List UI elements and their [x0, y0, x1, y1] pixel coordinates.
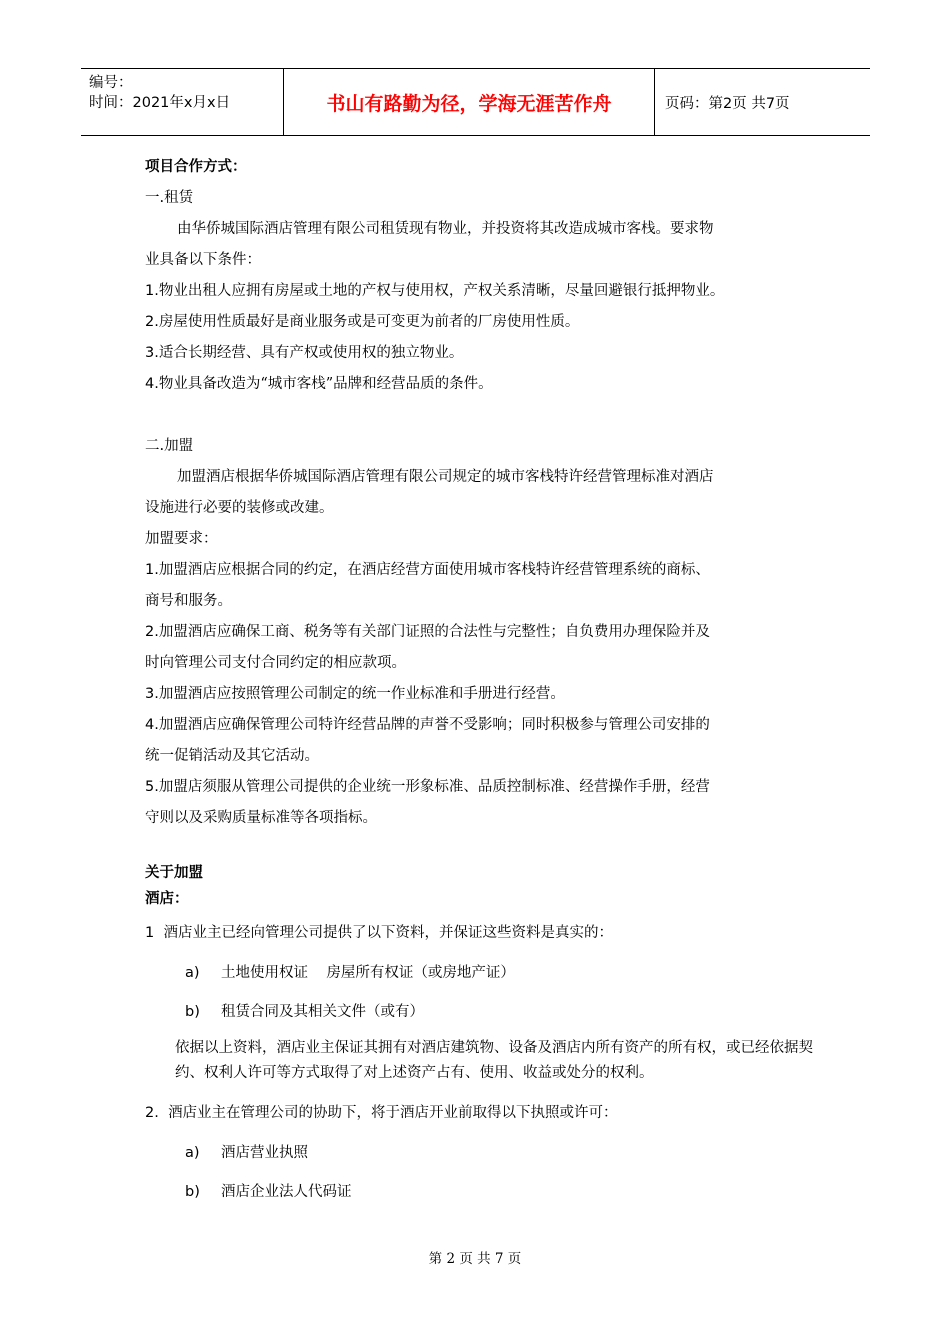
lease-intro-line2: 业具备以下条件：: [145, 252, 261, 268]
header-motto: 书山有路勤为径，学海无涯苦作舟: [283, 69, 655, 135]
lease-intro-line1: 由华侨城国际酒店管理有限公司租赁现有物业，并投资将其改造成城市客栈。要求物: [177, 221, 714, 237]
item-number: 4.: [145, 376, 159, 392]
item-text: 加盟酒店应确保管理公司特许经营品牌的声誉不受影响；同时积极参与管理公司安排的: [158, 717, 710, 733]
point2-sub-a: [145, 1134, 825, 1173]
item-number: 3.: [145, 686, 159, 702]
item-number: 5.: [145, 779, 159, 795]
franchise-item-1: [145, 555, 825, 586]
spacer: [145, 834, 825, 860]
franchise-item-1-cont: 商号和服务。: [145, 593, 232, 609]
point-text: 酒店业主在管理公司的协助下，将于酒店开业前取得以下执照或许可：: [168, 1105, 618, 1121]
sub-label: b): [185, 1184, 200, 1200]
franchise-intro-line1: 加盟酒店根据华侨城国际酒店管理有限公司规定的城市客栈特许经营管理标准对酒店: [177, 469, 714, 485]
sub-label: a): [185, 965, 200, 981]
franchise-heading: 二.加盟: [145, 438, 194, 454]
header-left-cell: [81, 69, 283, 135]
franchise-item-2-cont: 时向管理公司支付合同约定的相应款项。: [145, 655, 406, 671]
about-point-2: [145, 1092, 825, 1134]
item-text: 物业出租人应拥有房屋或土地的产权与使用权，产权关系清晰，尽量回避银行抵押物业。: [158, 283, 725, 299]
item-number: 3.: [145, 345, 159, 361]
franchise-item-2: [145, 617, 825, 648]
franchise-item-5-cont: 守则以及采购质量标准等各项指标。: [145, 810, 377, 826]
item-text: 适合长期经营、具有产权或使用权的独立物业。: [158, 345, 464, 361]
sub-text: 酒店企业法人代码证: [221, 1184, 352, 1200]
sub-text: 租赁合同及其相关文件（或有）: [221, 1004, 424, 1020]
lease-item-4: [145, 369, 825, 400]
franchise-item-3: [145, 679, 825, 710]
lease-item-1: [145, 276, 825, 307]
about-point-1: [145, 912, 825, 954]
item-text: 加盟酒店应确保工商、税务等有关部门证照的合法性与完整性；自负费用办理保险并及: [158, 624, 710, 640]
sub-label: b): [185, 1004, 200, 1020]
date-label: 时间：2021年x月x日: [89, 95, 231, 111]
spacer: [145, 400, 825, 431]
sub-text: 土地使用权证 房屋所有权证（或房地产证）: [221, 965, 515, 981]
page-footer: 第 2 页 共 7 页: [428, 1251, 522, 1267]
item-text: 房屋使用性质最好是商业服务或是可变更为前者的厂房使用性质。: [158, 314, 580, 330]
item-number: 2.: [145, 624, 159, 640]
franchise-requirements-title: 加盟要求：: [145, 531, 218, 547]
item-text: 加盟店须服从管理公司提供的企业统一形象标准、品质控制标准、经营操作手册，经营: [158, 779, 710, 795]
number-label: 编号：: [89, 75, 133, 91]
point1-sub-a: [145, 954, 825, 993]
point-text: 酒店业主已经向管理公司提供了以下资料，并保证这些资料是真实的：: [163, 925, 613, 941]
point1-sub-b: [145, 993, 825, 1032]
franchise-item-5: [145, 772, 825, 803]
section-title: 项目合作方式：: [145, 159, 247, 175]
item-text: 加盟酒店应根据合同的约定，在酒店经营方面使用城市客栈特许经营管理系统的商标、: [158, 562, 710, 578]
sub-text: 酒店营业执照: [221, 1145, 308, 1161]
lease-item-2: [145, 307, 825, 338]
point2-sub-b: [145, 1173, 825, 1212]
about-subtitle: 酒店：: [145, 891, 189, 907]
point1-statement: 依据以上资料，酒店业主保证其拥有对酒店建筑物、设备及酒店内所有资产的所有权，或已经依据契约、权利人许可等方式取得了对上述资产占有、使用、收益或处分的权利。: [175, 1040, 813, 1081]
item-number: 1.: [145, 562, 159, 578]
item-text: 加盟酒店应按照管理公司制定的统一作业标准和手册进行经营。: [158, 686, 565, 702]
point-number: 1: [145, 925, 155, 941]
sub-label: a): [185, 1145, 200, 1161]
document-body: [145, 152, 825, 1212]
item-text: 物业具备改造为“城市客栈”品牌和经营品质的条件。: [158, 376, 493, 392]
header-page-info: 页码：第2页 共7页: [665, 95, 790, 112]
about-title: 关于加盟: [145, 865, 203, 881]
franchise-intro-line2: 设施进行必要的装修或改建。: [145, 500, 334, 516]
item-number: 1.: [145, 283, 159, 299]
item-number: 4.: [145, 717, 159, 733]
lease-item-3: [145, 338, 825, 369]
point-number: 2.: [145, 1105, 159, 1121]
item-number: 2.: [145, 314, 159, 330]
lease-heading: 一.租赁: [145, 190, 194, 206]
franchise-item-4: [145, 710, 825, 741]
franchise-item-4-cont: 统一促销活动及其它活动。: [145, 748, 319, 764]
document-header: [81, 68, 870, 136]
